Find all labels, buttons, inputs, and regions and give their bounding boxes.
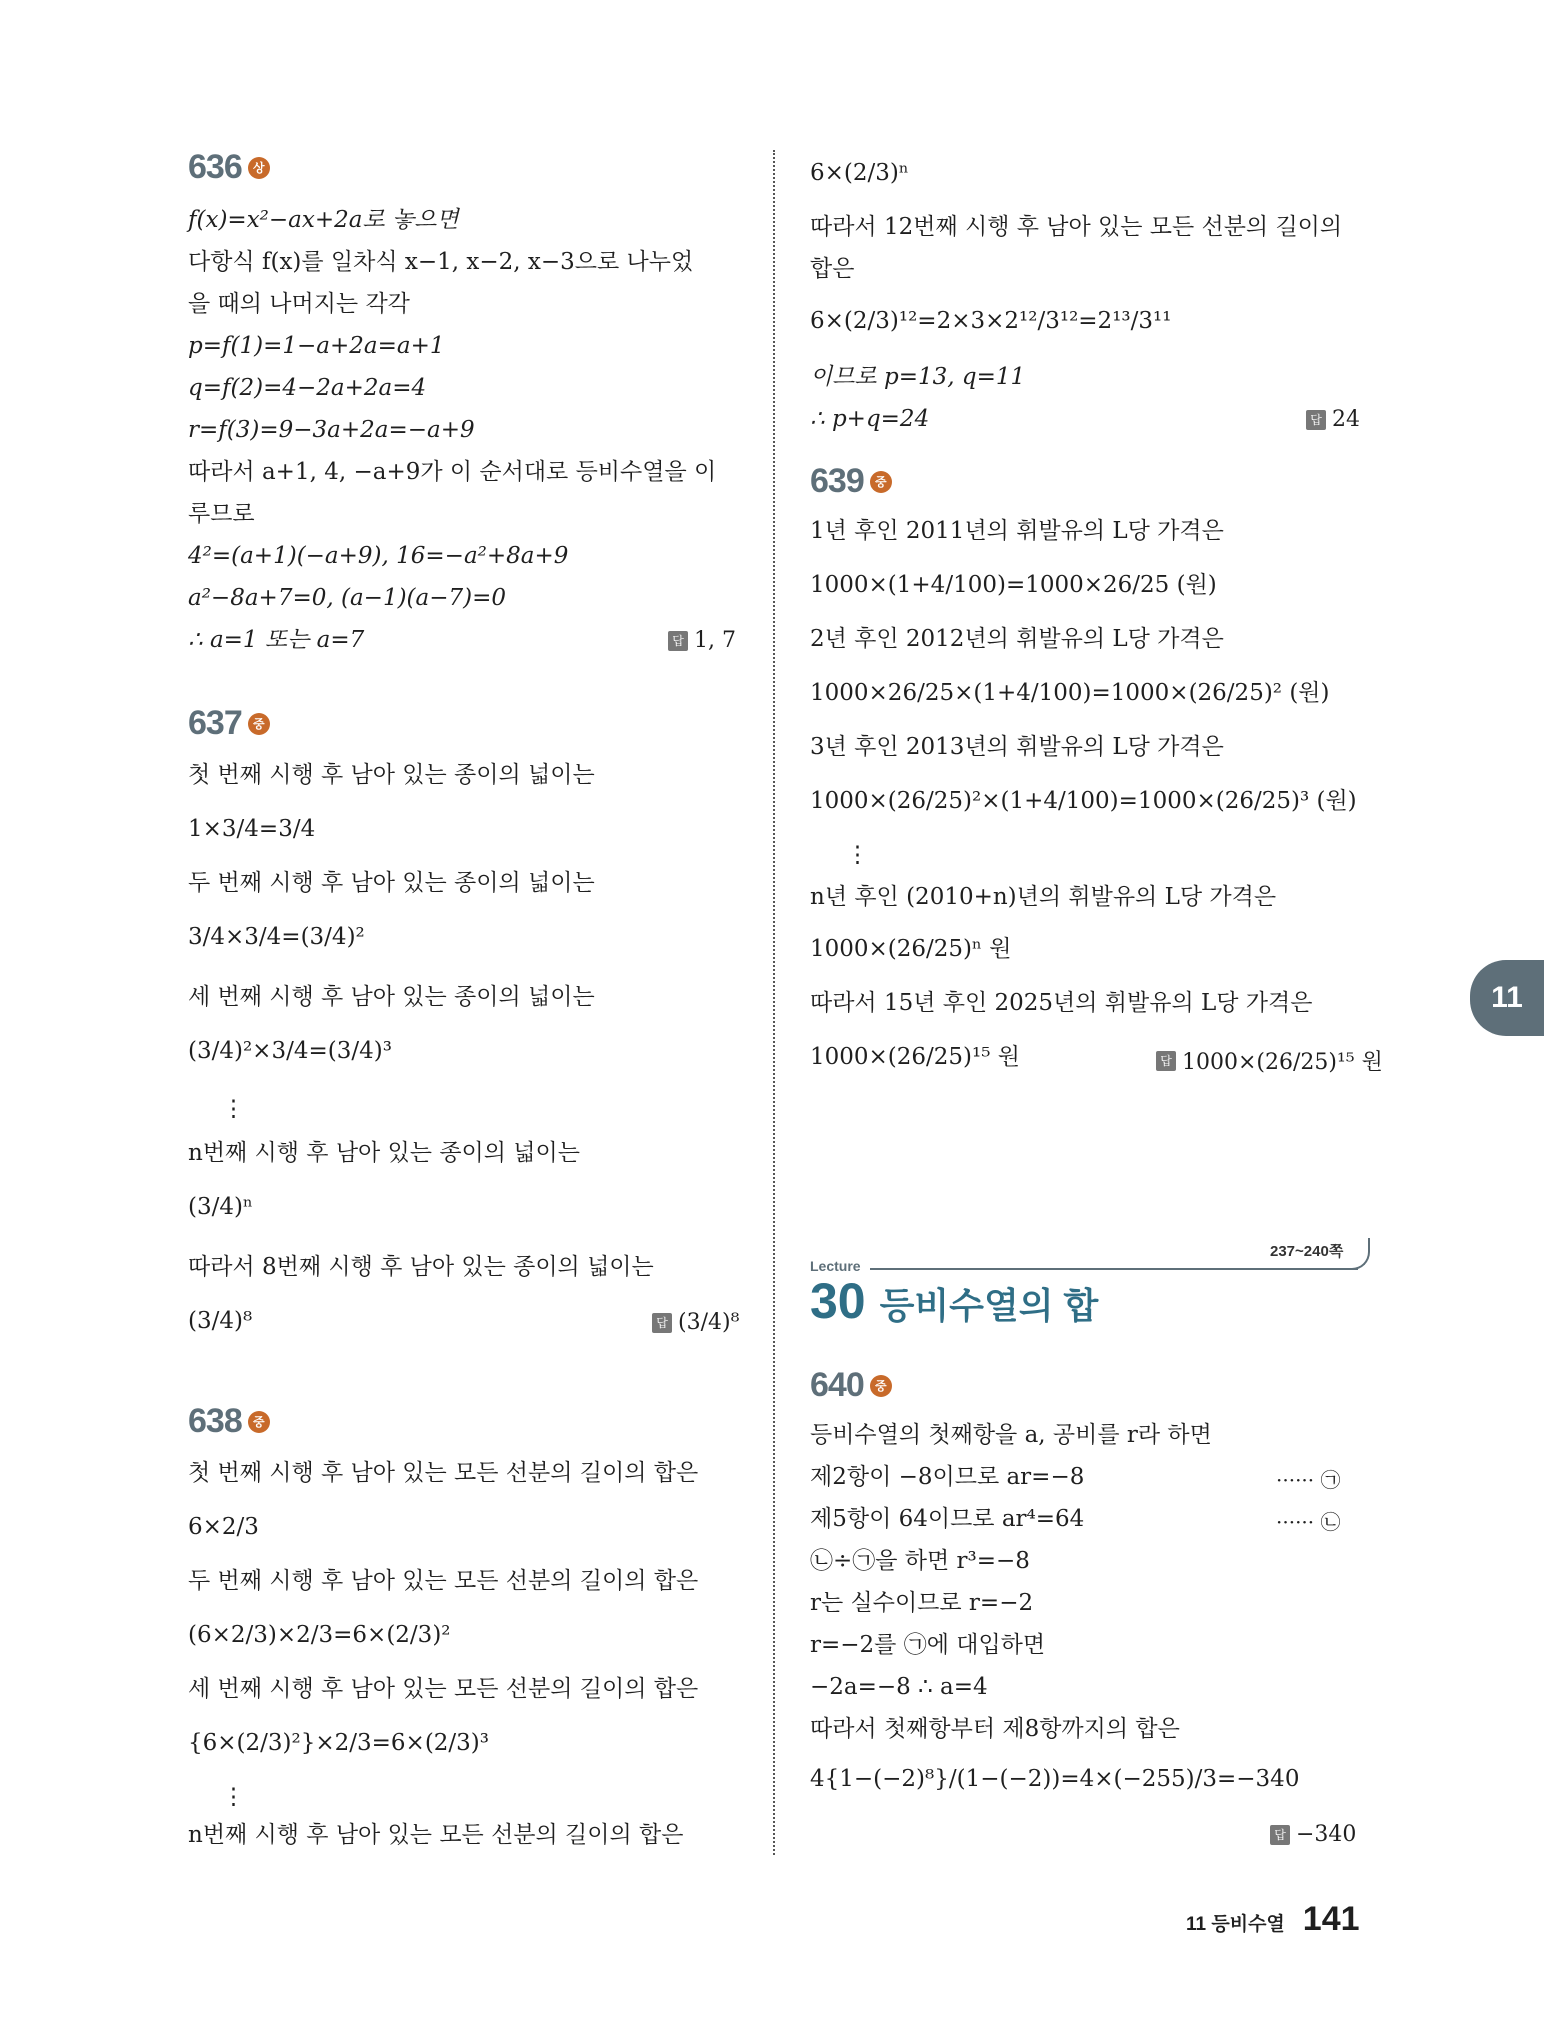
lecture-number: 30 <box>810 1273 866 1329</box>
solution-line: 세 번째 시행 후 남아 있는 모든 선분의 길이의 합은 <box>188 1676 699 1702</box>
problem-639-header <box>810 462 892 501</box>
difficulty-badge: 상 <box>248 157 270 179</box>
solution-line: 다항식 f(x)를 일차식 x−1, x−2, x−3으로 나누었 <box>188 249 694 275</box>
solution-line: 첫 번째 시행 후 남아 있는 종이의 넓이는 <box>188 762 595 788</box>
solution-line: 1년 후인 2011년의 휘발유의 L당 가격은 <box>810 518 1224 544</box>
solution-line: 4{1−(−2)⁸}/(1−(−2))=4×(−255)/3=−340 <box>810 1766 1300 1792</box>
solution-line: 첫 번째 시행 후 남아 있는 모든 선분의 길이의 합은 <box>188 1460 699 1486</box>
problem-637-header <box>188 704 270 743</box>
solution-line: ⋮ <box>222 1784 245 1810</box>
lecture-name: 등비수열의 합 <box>879 1285 1099 1326</box>
solution-line: ⋮ <box>846 842 869 868</box>
solution-line: 제2항이 −8이므로 ar=−8 <box>810 1464 1085 1490</box>
solution-line: (6×2/3)×2/3=6×(2/3)² <box>188 1622 451 1648</box>
solution-line: 1×3/4=3/4 <box>188 816 316 842</box>
solution-line: 1000×(1+4/100)=1000×26/25 (원) <box>810 572 1217 598</box>
solution-line: ∴ p+q=24 <box>810 406 930 432</box>
solution-line: 6×2/3 <box>188 1514 259 1540</box>
solution-line: r=f(3)=9−3a+2a=−a+9 <box>188 417 475 443</box>
answer-badge: 답 <box>668 631 688 651</box>
problem-number: 636 <box>188 148 242 186</box>
answer-value: 1, 7 <box>694 628 736 653</box>
solution-line: 4²=(a+1)(−a+9), 16=−a²+8a+9 <box>188 543 569 569</box>
solution-line: 6×(2/3)ⁿ <box>810 160 909 186</box>
answer-value: −340 <box>1296 1822 1357 1847</box>
page-footer <box>1186 1900 1360 1939</box>
page-number: 141 <box>1302 1900 1360 1938</box>
answer-636 <box>668 628 736 653</box>
lecture-label: Lecture <box>810 1258 861 1274</box>
solution-line: 3/4×3/4=(3/4)² <box>188 924 365 950</box>
column-divider <box>773 150 775 1855</box>
solution-line: 2년 후인 2012년의 휘발유의 L당 가격은 <box>810 626 1224 652</box>
solution-line: {6×(2/3)²}×2/3=6×(2/3)³ <box>188 1730 489 1756</box>
problem-638-header <box>188 1402 270 1441</box>
solution-line: 따라서 12번째 시행 후 남아 있는 모든 선분의 길이의 <box>810 214 1343 240</box>
equation-mark-2: ······ ㉡ <box>1276 1510 1341 1534</box>
difficulty-badge: 중 <box>870 471 892 493</box>
solution-line: 6×(2/3)¹²=2×3×2¹²/3¹²=2¹³/3¹¹ <box>810 308 1172 334</box>
solution-line: r=−2를 ㉠에 대입하면 <box>810 1632 1046 1658</box>
lecture-header-rule <box>870 1268 1358 1270</box>
answer-value: 24 <box>1332 407 1360 432</box>
solution-line: 두 번째 시행 후 남아 있는 모든 선분의 길이의 합은 <box>188 1568 699 1594</box>
solution-line: 따라서 첫째항부터 제8항까지의 합은 <box>810 1716 1180 1742</box>
solution-line: −2a=−8 ∴ a=4 <box>810 1674 988 1700</box>
solution-line: (3/4)ⁿ <box>188 1194 253 1220</box>
solution-line: a²−8a+7=0, (a−1)(a−7)=0 <box>188 585 507 611</box>
problem-number: 638 <box>188 1402 242 1440</box>
solution-line: ㉡÷㉠을 하면 r³=−8 <box>810 1548 1030 1574</box>
solution-line: 따라서 8번째 시행 후 남아 있는 종이의 넓이는 <box>188 1254 654 1280</box>
solution-line: 이므로 p=13, q=11 <box>810 364 1026 390</box>
problem-636-header <box>188 148 270 187</box>
answer-badge: 답 <box>1156 1051 1176 1071</box>
answer-badge: 답 <box>1270 1825 1290 1845</box>
lecture-title <box>810 1272 1098 1330</box>
solution-line: 제5항이 64이므로 ar⁴=64 <box>810 1506 1085 1532</box>
answer-badge: 답 <box>652 1313 672 1333</box>
chapter-side-tab: 11 <box>1470 960 1544 1036</box>
answer-value: (3/4)⁸ <box>678 1310 740 1335</box>
solution-line: (3/4)²×3/4=(3/4)³ <box>188 1038 392 1064</box>
solution-line: 1000×(26/25)ⁿ 원 <box>810 936 1012 962</box>
solution-line: ⋮ <box>222 1096 245 1122</box>
solution-line: 1000×26/25×(1+4/100)=1000×(26/25)² (원) <box>810 680 1330 706</box>
answer-638 <box>1306 407 1360 432</box>
answer-value: 1000×(26/25)¹⁵ 원 <box>1182 1050 1383 1075</box>
difficulty-badge: 중 <box>248 713 270 735</box>
solution-line: 세 번째 시행 후 남아 있는 종이의 넓이는 <box>188 984 595 1010</box>
difficulty-badge: 중 <box>248 1411 270 1433</box>
solution-line: 따라서 a+1, 4, −a+9가 이 순서대로 등비수열을 이 <box>188 459 717 485</box>
problem-640-header <box>810 1366 892 1405</box>
lecture-pages: 237~240쪽 <box>1270 1243 1344 1260</box>
solution-line: ∴ a=1 또는 a=7 <box>188 627 365 653</box>
answer-639 <box>1156 1045 1383 1076</box>
solution-line: n번째 시행 후 남아 있는 종이의 넓이는 <box>188 1140 580 1166</box>
problem-number: 639 <box>810 462 864 500</box>
solution-line: f(x)=x²−ax+2a로 놓으면 <box>188 207 459 233</box>
difficulty-badge: 중 <box>870 1375 892 1397</box>
lecture-header-curve <box>1348 1238 1370 1270</box>
answer-637 <box>652 1310 739 1335</box>
solution-line: 1000×(26/25)¹⁵ 원 <box>810 1044 1021 1070</box>
solution-line: (3/4)⁸ <box>188 1308 253 1334</box>
problem-number: 640 <box>810 1366 864 1404</box>
solution-line: 1000×(26/25)²×(1+4/100)=1000×(26/25)³ (원) <box>810 788 1357 814</box>
solution-line: 을 때의 나머지는 각각 <box>188 291 410 317</box>
solution-line: n년 후인 (2010+n)년의 휘발유의 L당 가격은 <box>810 884 1277 910</box>
footer-chapter: 11 등비수열 <box>1186 1914 1285 1935</box>
equation-mark-1: ······ ㉠ <box>1276 1468 1341 1492</box>
answer-badge: 답 <box>1306 410 1326 430</box>
solution-line: 따라서 15년 후인 2025년의 휘발유의 L당 가격은 <box>810 990 1313 1016</box>
solution-line: 루므로 <box>188 501 255 527</box>
solution-line: q=f(2)=4−2a+2a=4 <box>188 375 427 401</box>
solution-line: p=f(1)=1−a+2a=a+1 <box>188 333 445 359</box>
solution-line: 3년 후인 2013년의 휘발유의 L당 가격은 <box>810 734 1224 760</box>
solution-line: 등비수열의 첫째항을 a, 공비를 r라 하면 <box>810 1422 1212 1448</box>
solution-line: 두 번째 시행 후 남아 있는 종이의 넓이는 <box>188 870 595 896</box>
solution-line: n번째 시행 후 남아 있는 모든 선분의 길이의 합은 <box>188 1822 684 1848</box>
solution-line: 합은 <box>810 256 855 282</box>
answer-640 <box>1270 1822 1356 1847</box>
solution-line: r는 실수이므로 r=−2 <box>810 1590 1034 1616</box>
problem-number: 637 <box>188 704 242 742</box>
